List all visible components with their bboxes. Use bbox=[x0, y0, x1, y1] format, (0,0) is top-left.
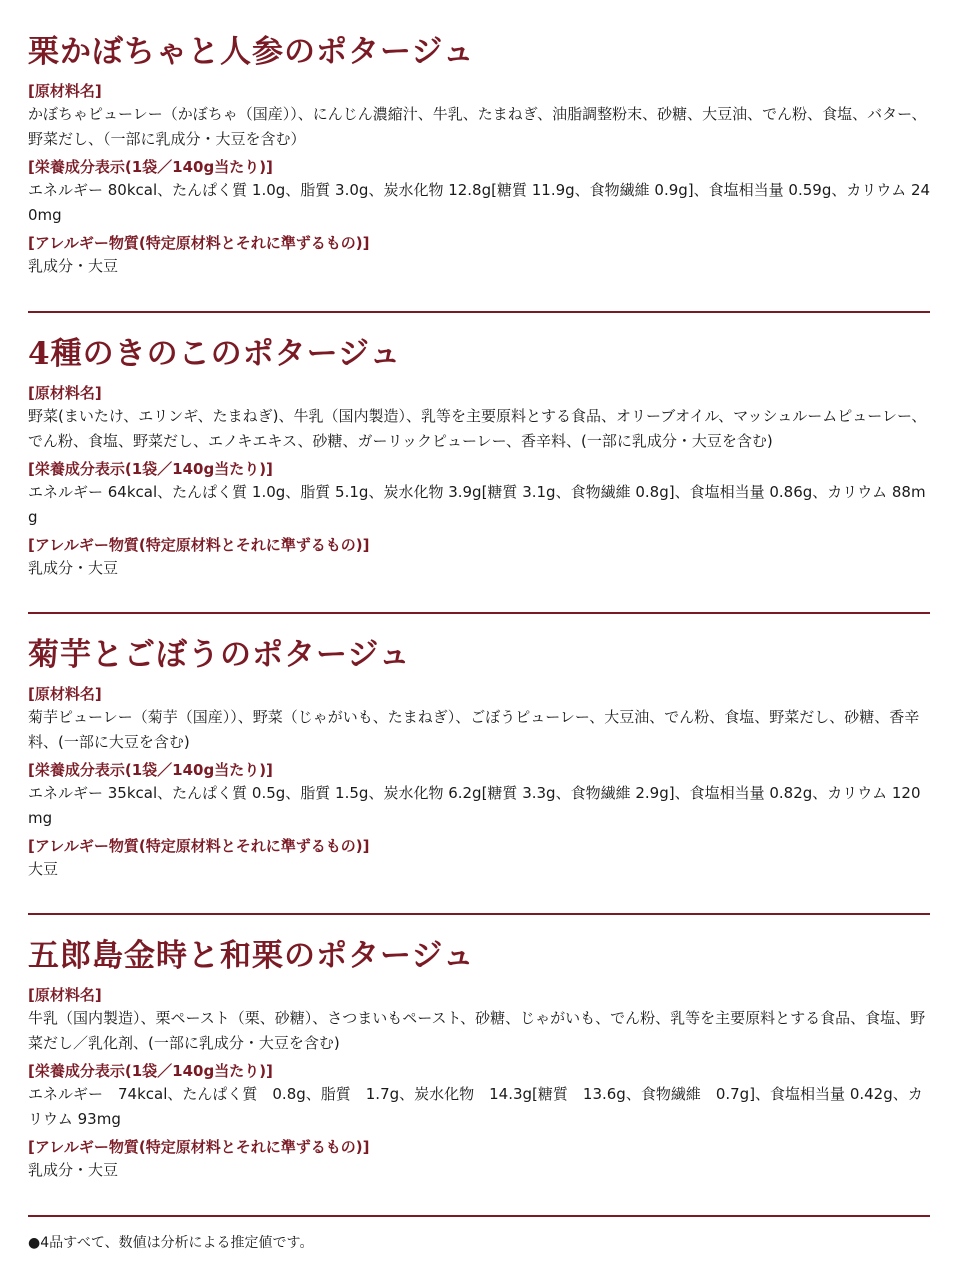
section-divider bbox=[28, 913, 930, 915]
section-divider bbox=[28, 612, 930, 614]
allergen-text: 大豆 bbox=[28, 860, 59, 878]
product-title: 菊芋とごぼうのポタージュ bbox=[28, 637, 411, 673]
allergen-label: [アレルギー物質(特定原材料とそれに準ずるもの)] bbox=[28, 837, 370, 855]
nutrition-label: [栄養成分表示(1袋／140g当たり)] bbox=[28, 761, 273, 779]
product-title: 五郎島金時と和栗のポタージュ bbox=[28, 938, 475, 974]
nutrition-text: エネルギー 74kcal、たんぱく質 0.8g、脂質 1.7g、炭水化物 14.3g[糖質 13.6g、食物繊維 0.7g]、食塩相当量 0.42g、カリウム 93mg bbox=[28, 1085, 923, 1128]
ingredients-label: [原材料名] bbox=[28, 986, 102, 1004]
product-section-gorojima bbox=[28, 936, 932, 1183]
allergen-label: [アレルギー物質(特定原材料とそれに準ずるもの)] bbox=[28, 234, 370, 252]
product-section-kabocha bbox=[28, 32, 932, 279]
nutrition-label: [栄養成分表示(1袋／140g当たり)] bbox=[28, 460, 273, 478]
section-divider bbox=[28, 311, 930, 313]
nutrition-text: エネルギー 35kcal、たんぱく質 0.5g、脂質 1.5g、炭水化物 6.2g[糖質 3.3g、食物繊維 2.9g]、食塩相当量 0.82g、カリウム 120mg bbox=[28, 784, 921, 827]
allergen-label: [アレルギー物質(特定原材料とそれに準ずるもの)] bbox=[28, 1138, 370, 1156]
ingredients-text: 牛乳（国内製造）、栗ペースト（栗、砂糖）、さつまいもペースト、砂糖、じゃがいも、でん粉、乳等を主要原料とする食品、食塩、野菜だし／乳化剤、(一部に乳成分・大豆を含む) bbox=[28, 1009, 926, 1052]
product-section-mushroom bbox=[28, 334, 932, 581]
allergen-label: [アレルギー物質(特定原材料とそれに準ずるもの)] bbox=[28, 536, 370, 554]
ingredients-label: [原材料名] bbox=[28, 82, 102, 100]
nutrition-label: [栄養成分表示(1袋／140g当たり)] bbox=[28, 1062, 273, 1080]
allergen-text: 乳成分・大豆 bbox=[28, 559, 119, 577]
ingredients-label: [原材料名] bbox=[28, 685, 102, 703]
allergen-text: 乳成分・大豆 bbox=[28, 1161, 119, 1179]
nutrition-text: エネルギー 64kcal、たんぱく質 1.0g、脂質 5.1g、炭水化物 3.9g[糖質 3.1g、食物繊維 0.8g]、食塩相当量 0.86g、カリウム 88mg bbox=[28, 483, 926, 526]
footnote: ●4品すべて、数値は分析による推定値です。 bbox=[28, 1235, 314, 1251]
product-title: 4種のきのこのポタージュ bbox=[28, 336, 402, 372]
section-divider bbox=[28, 1215, 930, 1217]
ingredients-text: かぼちゃピューレー（かぼちゃ（国産））、にんじん濃縮汁、牛乳、たまねぎ、油脂調整粉末、砂糖、大豆油、でん粉、食塩、バター、野菜だし、（一部に乳成分・大豆を含む） bbox=[28, 105, 927, 148]
nutrition-label: [栄養成分表示(1袋／140g当たり)] bbox=[28, 158, 273, 176]
product-section-kikuimo bbox=[28, 635, 932, 882]
ingredients-text: 菊芋ピューレー（菊芋（国産））、野菜（じゃがいも、たまねぎ）、ごぼうピューレー、大豆油、でん粉、食塩、野菜だし、砂糖、香辛料、(一部に大豆を含む) bbox=[28, 708, 920, 751]
nutrition-text: エネルギー 80kcal、たんぱく質 1.0g、脂質 3.0g、炭水化物 12.8g[糖質 11.9g、食物繊維 0.9g]、食塩相当量 0.59g、カリウム 240mg bbox=[28, 181, 931, 224]
allergen-text: 乳成分・大豆 bbox=[28, 257, 119, 275]
ingredients-label: [原材料名] bbox=[28, 384, 102, 402]
ingredients-text: 野菜(まいたけ、エリンギ、たまねぎ)、牛乳（国内製造）、乳等を主要原料とする食品、オリーブオイル、マッシュルームピューレー、でん粉、食塩、野菜だし、エノキエキス、砂糖、ガーリックピューレー、香辛料、(一部に乳成分・大豆を含む) bbox=[28, 407, 927, 450]
product-title: 栗かぼちゃと人参のポタージュ bbox=[28, 34, 475, 70]
